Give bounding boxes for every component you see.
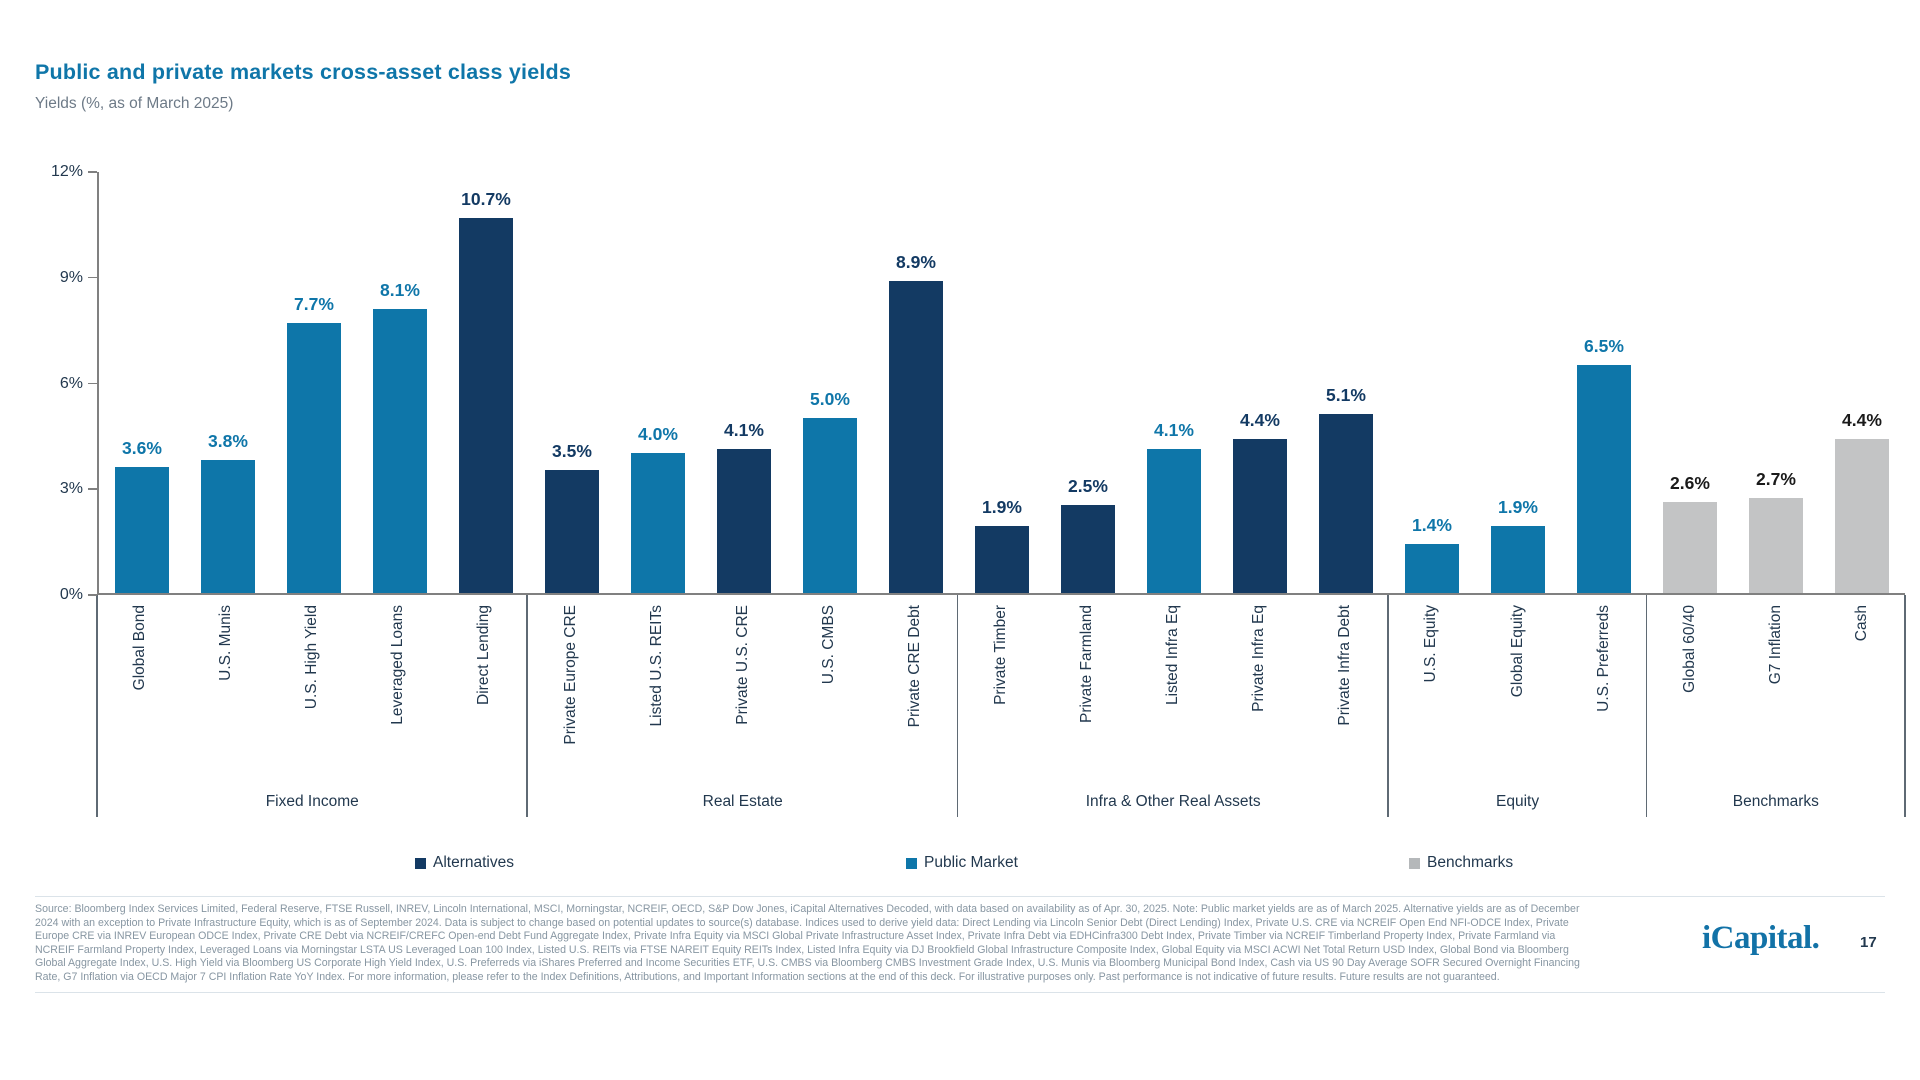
legend-item-public-market bbox=[906, 854, 1018, 872]
bar-slot bbox=[787, 172, 873, 593]
category-label-private-cre-debt bbox=[872, 595, 958, 787]
category-label-u-s-high-yield bbox=[269, 595, 355, 787]
category-label-leveraged-loans bbox=[355, 595, 441, 787]
data-label-global-bond: 3.6% bbox=[122, 437, 162, 458]
category-label-g7-inflation bbox=[1733, 595, 1819, 787]
y-axis-tick-mark bbox=[88, 383, 97, 385]
bar-cash bbox=[1835, 409, 1889, 593]
data-label-direct-lending: 10.7% bbox=[461, 188, 511, 209]
category-label-private-infra-debt bbox=[1302, 595, 1388, 787]
bar-u-s-cmbs bbox=[803, 388, 857, 593]
category-label-text: Cash bbox=[1852, 605, 1870, 642]
footnote-line: Global Aggregate Index, U.S. High Yield via Bloomberg US Corporate High Yield Index, U.S. Preferreds via iShares Preferred and Income Securities ETF, U.S. CMBS via Bloomberg CMBS Investment Grade Index, U.S. Munis via Bloomberg Municipal Bond Index, Cash via US 90 Day Average SOFR Secured Overnight Financing bbox=[35, 957, 1580, 969]
bar-u-s-equity bbox=[1405, 514, 1459, 593]
icapital-logo: iCapital. bbox=[1702, 920, 1820, 956]
footnote-line: Europe CRE via INREV European ODCE Index, Private CRE Debt via NCREIF/CREFC Open-end Debt Fund Aggregate Index, Private Infra Equity via MSCI Global Private Infrastructure Asset Index, Private Infra Debt via EDHCinfra300 Debt Index, Private Timber via NCREIF Timberland Property Index, Private Farmland via bbox=[35, 930, 1556, 942]
data-label-private-cre-debt: 8.9% bbox=[896, 251, 936, 272]
bar-slot bbox=[1217, 172, 1303, 593]
data-label-u-s-cmbs: 5.0% bbox=[810, 388, 850, 409]
data-label-u-s-high-yield: 7.7% bbox=[294, 293, 334, 314]
data-label-private-europe-cre: 3.5% bbox=[552, 441, 592, 462]
category-group-fixed-income bbox=[97, 595, 527, 787]
footnote-line: 2024 with an exception to Private Infrastructure Equity, which is as of September 2024. Data is subject to change based on potential updates to source(s) database. Indices used to derive yield data: Direct Lending via Lincoln Senior Debt (Direct Lending) Index, Private U.S. CRE via NCREIF Open End NFI-ODCE Index, Private bbox=[35, 916, 1569, 929]
bar-slot bbox=[357, 172, 443, 593]
legend-item-benchmarks bbox=[1409, 854, 1513, 872]
axis-bottom-zone bbox=[97, 595, 1905, 817]
y-axis-tick-label: 0% bbox=[59, 586, 83, 603]
category-label-text: Private Timber bbox=[991, 605, 1009, 705]
category-label-global-equity bbox=[1475, 595, 1561, 787]
y-axis-tick-label: 3% bbox=[59, 480, 83, 498]
category-labels-row bbox=[97, 595, 1905, 787]
data-label-private-timber: 1.9% bbox=[982, 497, 1022, 518]
category-label-text: Listed U.S. REITs bbox=[647, 605, 665, 727]
data-label-u-s-preferreds: 6.5% bbox=[1584, 335, 1624, 356]
bar-leveraged-loans bbox=[373, 279, 427, 593]
category-label-text: Listed Infra Eq bbox=[1164, 605, 1182, 705]
category-label-listed-infra-eq bbox=[1130, 595, 1216, 787]
category-label-text: G7 Inflation bbox=[1766, 605, 1784, 685]
bar-global-60-40 bbox=[1663, 472, 1717, 593]
data-label-global-equity: 1.9% bbox=[1498, 497, 1538, 518]
category-label-text: U.S. CMBS bbox=[819, 605, 837, 685]
category-label-global-bond bbox=[97, 595, 183, 787]
data-label-private-farmland: 2.5% bbox=[1068, 476, 1108, 497]
bar-slot bbox=[959, 172, 1045, 593]
category-group-equity bbox=[1388, 595, 1646, 787]
category-group-infra-other-real-assets bbox=[958, 595, 1388, 787]
bar-global-equity bbox=[1491, 497, 1545, 593]
bar-listed-infra-eq bbox=[1147, 420, 1201, 593]
group-label-benchmarks: Benchmarks bbox=[1732, 793, 1819, 810]
yields-bar-chart bbox=[50, 163, 1905, 817]
legend-label: Alternatives bbox=[433, 854, 514, 871]
bar-direct-lending bbox=[459, 188, 513, 593]
group-separator bbox=[526, 595, 528, 817]
y-axis-tick-mark bbox=[88, 277, 97, 279]
category-label-text: Leveraged Loans bbox=[389, 605, 407, 725]
legend-item-alternatives bbox=[415, 854, 514, 872]
chart-subtitle: Yields (%, as of March 2025) bbox=[35, 95, 234, 112]
category-label-text: Private CRE Debt bbox=[905, 605, 923, 728]
bar-slot bbox=[271, 172, 357, 593]
bar-slot bbox=[443, 172, 529, 593]
category-label-private-u-s-cre bbox=[700, 595, 786, 787]
category-group-real-estate bbox=[527, 595, 957, 787]
bar-group-equity bbox=[1389, 172, 1647, 593]
footer-top-rule bbox=[35, 896, 1885, 897]
bar-slot bbox=[615, 172, 701, 593]
footnote-line: NCREIF Farmland Property Index, Leveraged Loans via Morningstar LSTA US Leveraged Loan 100 Index, Listed U.S. REITs via FTSE NAREIT Equity REITs Index, Listed Infra Equity via DJ Brookfield Global Infrastructure Composite Index, Global Equity via MSCI ACWI Net Total Return USD Index, Global Bond via Bloomberg bbox=[35, 943, 1569, 956]
group-label-infra-other-real-assets: Infra & Other Real Assets bbox=[1085, 793, 1261, 810]
category-group-benchmarks bbox=[1647, 595, 1905, 787]
category-label-text: Global Bond bbox=[131, 605, 149, 691]
data-label-private-u-s-cre: 4.1% bbox=[724, 420, 764, 441]
category-label-listed-u-s-reits bbox=[614, 595, 700, 787]
category-label-u-s-munis bbox=[183, 595, 269, 787]
bar-slot bbox=[1303, 172, 1389, 593]
bar-slot bbox=[1733, 172, 1819, 593]
bar-private-infra-eq bbox=[1233, 409, 1287, 593]
category-label-text: U.S. Equity bbox=[1422, 605, 1440, 683]
bar-slot bbox=[1819, 172, 1905, 593]
plot-area bbox=[97, 172, 1905, 595]
group-labels-row bbox=[97, 787, 1905, 817]
bar-group-fixed-income bbox=[99, 172, 529, 593]
bar-listed-u-s-reits bbox=[631, 423, 685, 593]
data-label-cash: 4.4% bbox=[1842, 409, 1882, 430]
bar-u-s-preferreds bbox=[1577, 335, 1631, 593]
bar-group-real-estate bbox=[529, 172, 959, 593]
chart-legend bbox=[97, 854, 1905, 878]
category-label-u-s-cmbs bbox=[786, 595, 872, 787]
category-label-global-60-40 bbox=[1647, 595, 1733, 787]
category-label-cash bbox=[1819, 595, 1905, 787]
benchmarks-swatch-icon bbox=[1409, 858, 1420, 869]
bar-g7-inflation bbox=[1749, 469, 1803, 593]
y-axis-tick-mark bbox=[88, 488, 97, 490]
bar-group-infra-other-real-assets bbox=[959, 172, 1389, 593]
source-footnote bbox=[35, 903, 1685, 984]
bar-private-infra-debt bbox=[1319, 385, 1373, 593]
bar-slot bbox=[1561, 172, 1647, 593]
category-label-text: Private U.S. CRE bbox=[733, 605, 751, 725]
group-separator bbox=[1646, 595, 1648, 817]
data-label-private-infra-eq: 4.4% bbox=[1240, 409, 1280, 430]
category-label-text: Global 60/40 bbox=[1680, 605, 1698, 693]
bar-private-u-s-cre bbox=[717, 420, 771, 593]
bar-slot bbox=[701, 172, 787, 593]
category-label-text: U.S. Munis bbox=[217, 605, 235, 681]
bar-private-timber bbox=[975, 497, 1029, 593]
bar-u-s-munis bbox=[201, 430, 255, 593]
category-label-private-infra-eq bbox=[1216, 595, 1302, 787]
y-axis-tick-label: 9% bbox=[59, 268, 83, 286]
footnote-line: Rate, G7 Inflation via OECD Major 7 CPI Inflation Rate YoY Index. For more information, please refer to the Index Definitions, Attributions, and Important Information sections at the end of this deck. For illustrative purposes only. Past performance is not indicative of future results. Future results are not guaranteed. bbox=[35, 970, 1500, 983]
data-label-private-infra-debt: 5.1% bbox=[1326, 385, 1366, 406]
group-label-real-estate: Real Estate bbox=[702, 793, 783, 810]
data-label-g7-inflation: 2.7% bbox=[1756, 469, 1796, 490]
bar-slot bbox=[1647, 172, 1733, 593]
category-label-u-s-preferreds bbox=[1561, 595, 1647, 787]
page-number: 17 bbox=[1860, 934, 1877, 951]
category-label-text: Private Europe CRE bbox=[561, 605, 579, 745]
bar-private-cre-debt bbox=[889, 251, 943, 593]
category-label-text: Private Infra Debt bbox=[1336, 605, 1354, 726]
category-label-direct-lending bbox=[441, 595, 527, 787]
category-label-private-europe-cre bbox=[527, 595, 613, 787]
group-label-equity: Equity bbox=[1496, 793, 1540, 810]
bar-slot bbox=[1389, 172, 1475, 593]
bar-slot bbox=[873, 172, 959, 593]
group-separator bbox=[957, 595, 959, 817]
category-label-private-timber bbox=[958, 595, 1044, 787]
category-label-private-farmland bbox=[1044, 595, 1130, 787]
public-market-swatch-icon bbox=[906, 858, 917, 869]
bar-slot bbox=[185, 172, 271, 593]
y-axis-tick-mark bbox=[88, 594, 97, 596]
data-label-u-s-equity: 1.4% bbox=[1412, 514, 1452, 535]
category-label-text: Private Infra Eq bbox=[1250, 605, 1268, 712]
data-label-global-60-40: 2.6% bbox=[1670, 472, 1710, 493]
bar-global-bond bbox=[115, 437, 169, 593]
bar-slot bbox=[1045, 172, 1131, 593]
footnote-line: Source: Bloomberg Index Services Limited, Federal Reserve, FTSE Russell, INREV, Lincoln International, MSCI, Morningstar, NCREIF, OECD, S&P Dow Jones, iCapital Alternatives Decoded, with data based on availability as of Apr. 30, 2025. Note: Public market yields are as of March 2025. Alternative yields are as of December bbox=[35, 903, 1580, 915]
data-label-leveraged-loans: 8.1% bbox=[380, 279, 420, 300]
y-axis-tick-label: 12% bbox=[50, 163, 83, 180]
data-label-listed-infra-eq: 4.1% bbox=[1154, 420, 1194, 441]
data-label-u-s-munis: 3.8% bbox=[208, 430, 248, 451]
group-separator bbox=[1904, 595, 1906, 817]
bar-slot bbox=[529, 172, 615, 593]
group-separator bbox=[96, 595, 98, 817]
bar-slot bbox=[99, 172, 185, 593]
y-axis-tick-label: 6% bbox=[59, 374, 83, 392]
bar-u-s-high-yield bbox=[287, 293, 341, 593]
bar-private-europe-cre bbox=[545, 441, 599, 593]
data-label-listed-u-s-reits: 4.0% bbox=[638, 423, 678, 444]
footer-bottom-rule bbox=[35, 992, 1885, 993]
category-label-text: Private Farmland bbox=[1078, 605, 1096, 724]
category-label-text: U.S. High Yield bbox=[303, 605, 321, 710]
page-title: Public and private markets cross-asset class yields bbox=[35, 60, 572, 84]
bar-slot bbox=[1475, 172, 1561, 593]
group-separator bbox=[1387, 595, 1389, 817]
category-label-u-s-equity bbox=[1388, 595, 1474, 787]
y-axis-tick-mark bbox=[88, 171, 97, 173]
category-label-text: Direct Lending bbox=[475, 605, 493, 705]
legend-label: Public Market bbox=[924, 854, 1018, 871]
legend-label: Benchmarks bbox=[1427, 854, 1514, 871]
bar-private-farmland bbox=[1061, 476, 1115, 593]
group-label-fixed-income: Fixed Income bbox=[265, 793, 359, 810]
alternatives-swatch-icon bbox=[415, 858, 426, 869]
category-label-text: Global Equity bbox=[1508, 605, 1526, 698]
category-label-text: U.S. Preferreds bbox=[1594, 605, 1612, 712]
bar-group-benchmarks bbox=[1647, 172, 1905, 593]
bar-slot bbox=[1131, 172, 1217, 593]
